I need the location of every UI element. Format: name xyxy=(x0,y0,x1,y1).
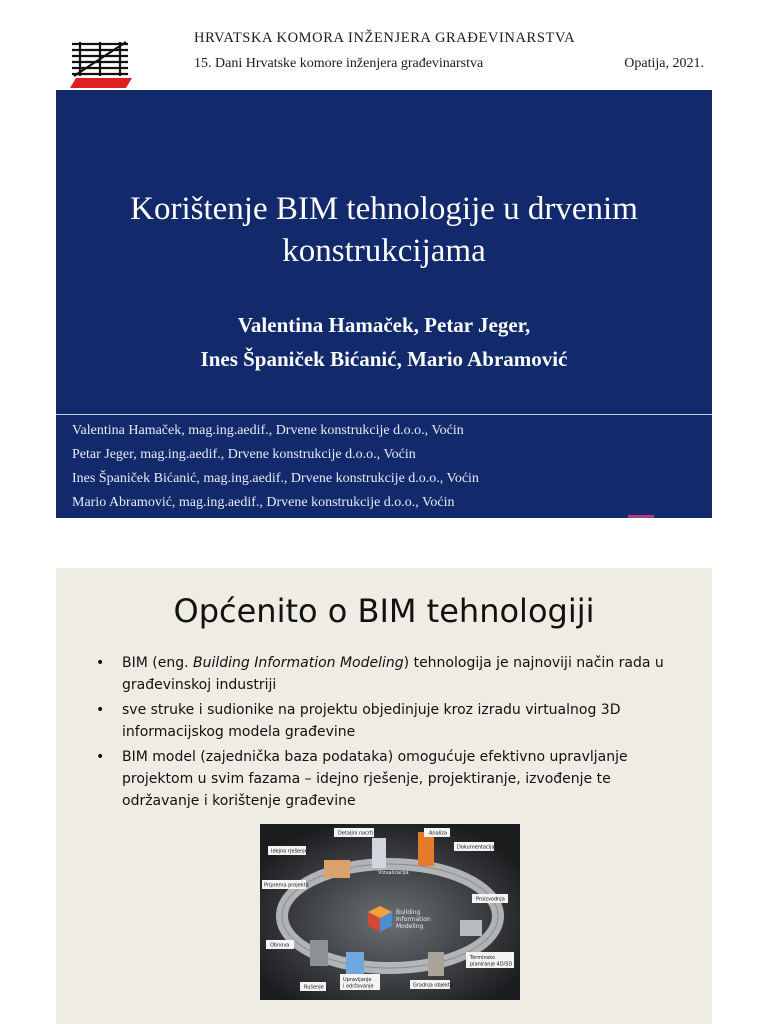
hkig-logo-icon xyxy=(66,38,134,90)
affiliation-item: Valentina Hamaček, mag.ing.aedif., Drvene konstrukcije d.o.o., Voćin xyxy=(72,423,464,438)
svg-text:Rušenje: Rušenje xyxy=(304,984,324,991)
center-label-2: Information xyxy=(396,916,431,923)
bim-diagram-graphic xyxy=(260,824,520,1000)
label-upravljanje xyxy=(340,974,380,990)
svg-text:Analiza: Analiza xyxy=(429,830,448,837)
bim-lifecycle-diagram xyxy=(260,824,520,1000)
bullet-1-italic: Building Information Modeling xyxy=(193,655,404,671)
accent-mark xyxy=(628,515,654,518)
svg-text:Proizvodnja: Proizvodnja xyxy=(476,896,505,903)
authors-line-2: Ines Španiček Bićanić, Mario Abramović xyxy=(200,347,568,371)
bullet-item: • BIM model (zajednička baza podataka) omogućuje efektivno upravljanje projektom u svim fazama – idejno rješenje, projektiranje, izvođenje te održavanje i korištenje građevine xyxy=(92,746,682,812)
center-label-1: Building xyxy=(396,909,421,916)
title-line-1: Korištenje BIM tehnologije u drvenim xyxy=(130,191,638,227)
title-line-2: konstrukcijama xyxy=(282,233,486,269)
center-label-3: Modeling xyxy=(396,923,424,930)
title-slide xyxy=(56,26,712,518)
svg-text:Gradnja objekta: Gradnja objekta xyxy=(413,982,453,989)
svg-text:planiranje 4D/5D: planiranje 4D/5D xyxy=(470,961,513,968)
svg-text:Dokumentacija: Dokumentacija xyxy=(457,844,495,851)
bullet-item: • sve struke i sudionike na projektu objedinjuje kroz izradu virtualnog 3D informacijskog modela građevine xyxy=(92,699,682,743)
label-obnova xyxy=(266,940,294,949)
label-dokumentacija xyxy=(454,842,495,851)
authors-line-1: Valentina Hamaček, Petar Jeger, xyxy=(237,313,531,337)
place-year: Opatija, 2021. xyxy=(624,56,704,71)
slide-header xyxy=(56,26,712,90)
label-idejno-rjesenje xyxy=(268,846,308,855)
affiliation-item: Petar Jeger, mag.ing.aedif., Drvene konstrukcije d.o.o., Voćin xyxy=(72,447,416,462)
divider xyxy=(56,414,712,415)
svg-text:Idejno rješenje: Idejno rješenje xyxy=(271,848,308,855)
building-model xyxy=(418,832,434,866)
svg-text:Terminsko: Terminsko xyxy=(470,955,496,961)
authors xyxy=(76,308,692,376)
label-analiza xyxy=(424,828,450,837)
content-slide xyxy=(56,568,712,1024)
affiliations xyxy=(72,419,702,515)
svg-text:i održavanje: i održavanje xyxy=(343,983,374,990)
affiliation-item: Mario Abramović, mag.ing.aedif., Drvene konstrukcije d.o.o., Voćin xyxy=(72,495,455,510)
affiliation-item: Ines Španiček Bićanić, mag.ing.aedif., Drvene konstrukcije d.o.o., Voćin xyxy=(72,471,479,486)
bullet-1-prefix: BIM (eng. xyxy=(122,655,193,671)
bullet-item xyxy=(92,652,682,696)
label-gradnja-objekta xyxy=(410,980,453,989)
organization-name: HRVATSKA KOMORA INŽENJERA GRAĐEVINARSTVA xyxy=(194,30,576,46)
tower-model xyxy=(372,838,386,868)
label-priprema-projekta xyxy=(262,880,309,889)
label-detaljni-nacrti xyxy=(334,828,374,837)
label-terminsko-planiranje xyxy=(466,952,514,968)
label-rusenje xyxy=(300,982,326,991)
svg-text:Priprema projekta: Priprema projekta xyxy=(264,882,309,889)
conference-line xyxy=(194,56,704,72)
conference-name: 15. Dani Hrvatske komore inženjera građevinarstva xyxy=(194,56,484,71)
label-vizualizacija xyxy=(378,870,409,876)
bullet-1-suffix: ) tehnologija je najnoviji način rada u građevinskoj industriji xyxy=(122,655,664,693)
presentation-title xyxy=(76,188,692,272)
svg-text:Vizualizacija: Vizualizacija xyxy=(378,870,409,876)
svg-text:Detaljni nacrti: Detaljni nacrti xyxy=(338,830,374,837)
svg-text:Obnova: Obnova xyxy=(270,942,290,949)
bullet-list xyxy=(92,652,682,815)
label-proizvodnja xyxy=(472,894,508,903)
slide-title: Općenito o BIM tehnologiji xyxy=(173,592,595,630)
svg-text:Upravljanje: Upravljanje xyxy=(343,977,372,983)
